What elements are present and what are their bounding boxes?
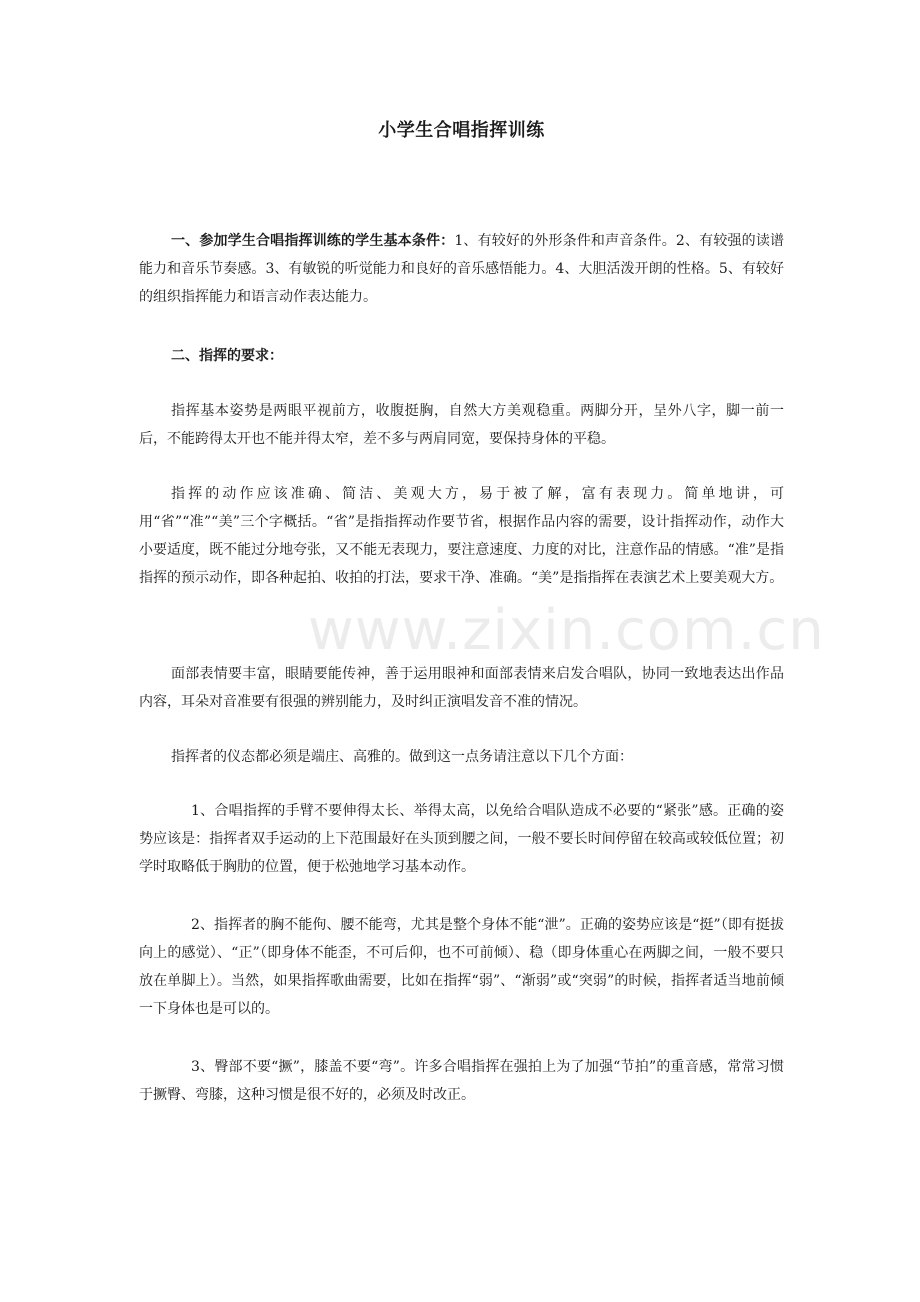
- paragraph-expression: 面部表情要丰富，眼睛要能传神，善于运用眼神和面部表情来启发合唱队，协同一致地表达出作品内容，耳朵对音准要有很强的辨别能力，及时纠正演唱发音不准的情况。: [139, 666, 784, 710]
- paragraph-movement: 指挥的动作应该准确、简洁、美观大方，易于被了解，富有表现力。简单地讲，可用“省”“准”“美”三个字概括。“省”是指指挥动作要节省，根据作品内容的需要，设计指挥动作，动作大小要适度，既不能过分地夸张，又不能无表现力，要注意速度、力度的对比，注意作品的情感。“准”是指指挥的预示动作，即各种起拍、收拍的打法，要求干净、准确。“美”是指指挥在表演艺术上要美观大方。: [139, 486, 784, 586]
- document-title: 小学生合唱指挥训练: [378, 120, 545, 141]
- section-2-heading: 二、指挥的要求：: [171, 348, 283, 364]
- point-2: 2、指挥者的胸不能佝、腰不能弯，尤其是整个身体不能“泄”。正确的姿势应该是“挺”（即有挺拔向上的感觉）、“正”（即身体不能歪，不可后仰，也不可前倾）、稳（即身体重心在两脚之间，一般不要只放在单脚上）。当然，如果指挥歌曲需要，比如在指挥“弱”、“渐弱”或“突弱”的时候，指挥者适当地前倾一下身体也是可以的。: [139, 917, 784, 1017]
- point-3: 3、臀部不要“撅”，膝盖不要“弯”。许多合唱指挥在强拍上为了加强“节拍”的重音感，常常习惯于撅臀、弯膝，这种习惯是很不好的，必须及时改正。: [139, 1059, 784, 1103]
- section-1-heading: 一、参加学生合唱指挥训练的学生基本条件：: [171, 233, 455, 249]
- watermark: www.zixin.com.cn: [308, 598, 825, 663]
- document-page: [139, 0, 784, 1302]
- section-1-text: 1、有较好的外形条件和声音条件。2、有较强的读谱能力和音乐节奏感。3、有敏锐的听觉能力和良好的音乐感悟能力。4、大胆活泼开朗的性格。5、有较好的组织指挥能力和语言动作表达能力。: [139, 233, 784, 305]
- point-1: 1、合唱指挥的手臂不要伸得太长、举得太高，以免给合唱队造成不必要的“紧张”感。正确的姿势应该是：指挥者双手运动的上下范围最好在头顶到腰之间，一般不要长时间停留在较高或较低位置；初学时取略低于胸肋的位置，便于松弛地学习基本动作。: [139, 803, 784, 875]
- paragraph-demeanor: 指挥者的仪态都必须是端庄、高雅的。做到这一点务请注意以下几个方面：: [171, 749, 633, 765]
- paragraph-posture: 指挥基本姿势是两眼平视前方，收腹挺胸，自然大方美观稳重。两脚分开，呈外八字，脚一前一后，不能跨得太开也不能并得太窄，差不多与两肩同宽，要保持身体的平稳。: [139, 403, 784, 447]
- section-2-paragraph: [139, 342, 784, 370]
- section-1-paragraph: [139, 227, 784, 311]
